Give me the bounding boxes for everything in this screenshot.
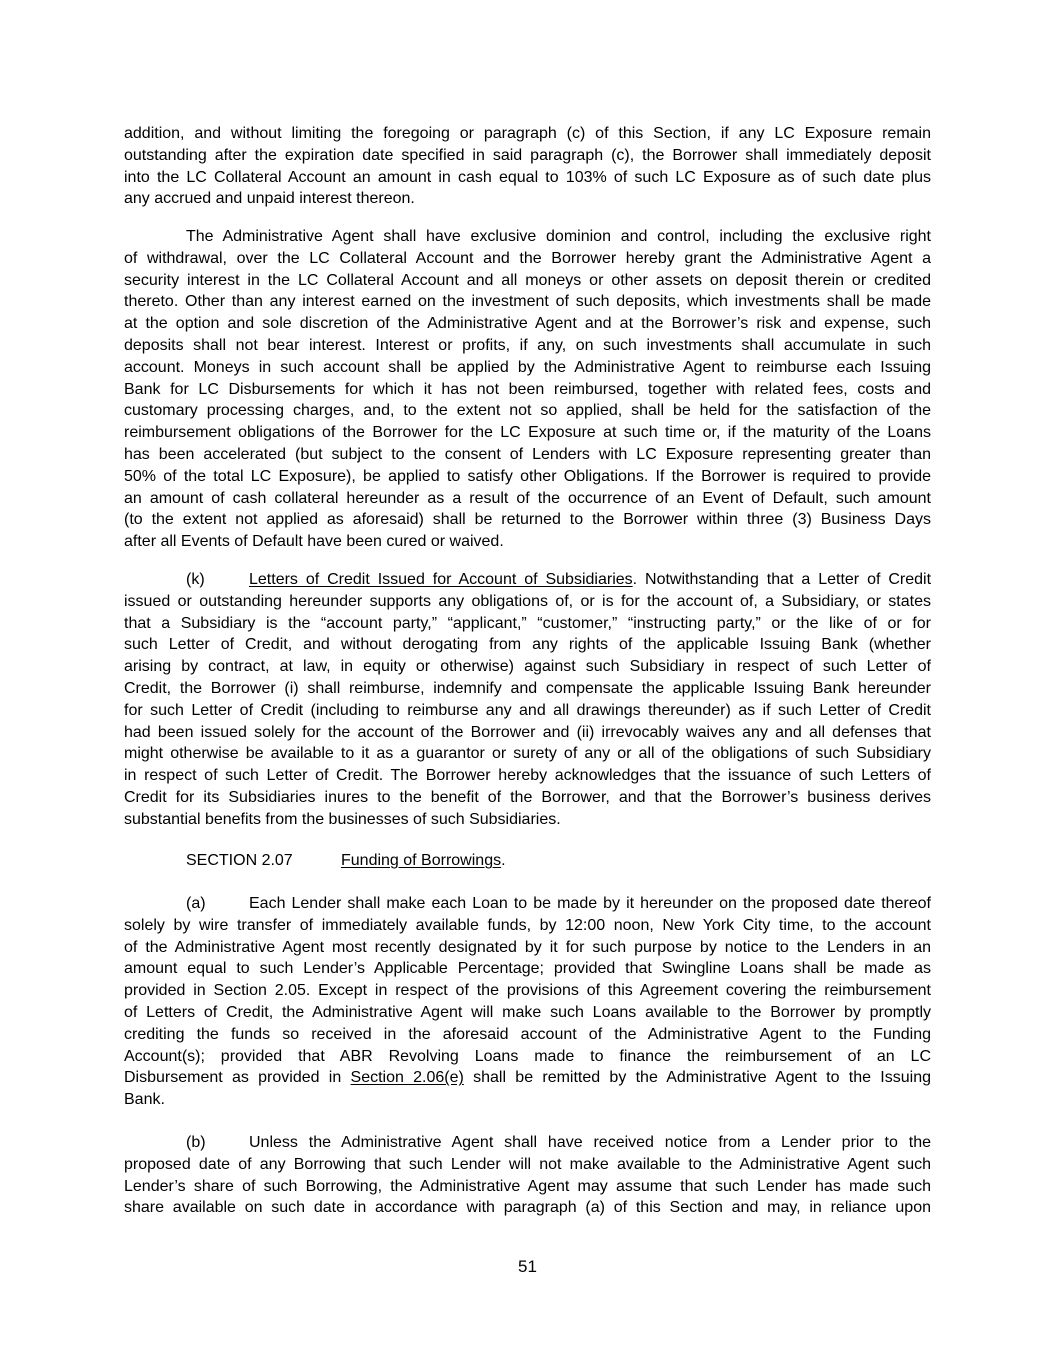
text-segment: Disbursement as provided in — [124, 1069, 351, 1087]
text-line-rest: Unless the Administrative Agent shall have received notice from a Lender prior to the — [249, 1134, 931, 1151]
text-line: Bank. — [124, 1091, 165, 1109]
text-line: had been issued solely for the account of the Borrower and (ii) irrevocably waives any and all defenses that — [124, 723, 931, 741]
paragraph-b-assumption — [124, 1132, 931, 1219]
text-line: at the option and sole discretion of the Administrative Agent and at the Borrower’s risk and expense, such — [124, 315, 931, 333]
cross-reference: Section 2.06(e) — [350, 1069, 464, 1087]
text-line: 50% of the total LC Exposure), be applied to satisfy other Obligations. If the Borrower is required to provide — [124, 467, 931, 485]
text-line: provided in Section 2.05. Except in respect of the provisions of this Agreement covering the reimbursement — [124, 982, 931, 1000]
text-line: (to the extent not applied as aforesaid) shall be returned to the Borrower within three (3) Business Days — [124, 511, 931, 529]
text-line: reimbursement obligations of the Borrower for the LC Exposure at such time or, if the maturity of the Loans — [124, 424, 931, 442]
paragraph-k-letters-of-credit — [124, 569, 931, 831]
text-line: of Letters of Credit, the Administrative Agent will make such Loans available to the Borrower by promptly — [124, 1003, 931, 1021]
text-line: amount equal to such Lender’s Applicable Percentage; provided that Swingline Loans shall be made as — [124, 960, 931, 978]
text-line — [124, 1067, 931, 1089]
text-line: customary processing charges, and, to the extent not so applied, shall be held for the satisfaction of the — [124, 402, 931, 420]
text-line: substantial benefits from the businesses of such Subsidiaries. — [124, 810, 561, 828]
text-line: an amount of cash collateral hereunder as a result of the occurrence of an Event of Default, such amount — [124, 489, 931, 507]
text-line — [124, 893, 931, 915]
text-segment: shall be remitted by the Administrative Agent to the Issuing — [463, 1069, 931, 1087]
paragraph-collateral-account — [124, 226, 931, 553]
text-line: account. Moneys in such account shall be applied by the Administrative Agent to reimburse each Issuing — [124, 358, 931, 376]
text-line-rest: Each Lender shall make each Loan to be made by it hereunder on the proposed date thereof — [249, 895, 931, 912]
text-line: Lender’s share of such Borrowing, the Administrative Agent may assume that such Lender has made such — [124, 1177, 931, 1195]
text-line: issued or outstanding hereunder supports any obligations of, or is for the account of, a Subsidiary, or states — [124, 592, 931, 610]
paragraph-continuation — [124, 123, 931, 210]
text-line: Credit for its Subsidiaries inures to the benefit of the Borrower, and that the Borrower’s business derives — [124, 788, 931, 806]
text-line: such Letter of Credit, and without derogating from any rights of the applicable Issuing Bank (whether — [124, 636, 931, 654]
text-line: Bank for LC Disbursements for which it has not been reimbursed, together with related fees, costs and — [124, 380, 931, 398]
text-line: proposed date of any Borrowing that such Lender will not make available to the Administrative Agent such — [124, 1155, 931, 1173]
section-heading — [124, 850, 931, 872]
text-line: deposits shall not bear interest. Interest or profits, if any, on such investments shall accumulate in such — [124, 336, 931, 354]
text-line: solely by wire transfer of immediately available funds, by 12:00 noon, New York City time, to the account — [124, 916, 931, 934]
text-line: after all Events of Default have been cured or waived. — [124, 533, 504, 551]
text-line — [124, 1132, 931, 1154]
text-line-rest — [249, 569, 931, 591]
text-line: into the LC Collateral Account an amount in cash equal to 103% of such LC Exposure as of such date plus — [124, 168, 931, 186]
text-line: Credit, the Borrower (i) shall reimburse, indemnify and compensate the applicable Issuing Bank hereunder — [124, 679, 931, 697]
clause-label: (b) — [186, 1134, 206, 1151]
text-line: that a Subsidiary is the “account party,” “applicant,” “customer,” “instructing party,” or the like of or for — [124, 614, 931, 632]
clause-label: (k) — [186, 571, 205, 588]
section-title: Funding of Borrowings — [341, 852, 502, 869]
text-line — [124, 569, 931, 591]
text-line: outstanding after the expiration date specified in said paragraph (c), the Borrower shall immediately deposit — [124, 146, 931, 164]
text-line: crediting the funds so received in the aforesaid account of the Administrative Agent to the Funding — [124, 1025, 931, 1043]
clause-label: (a) — [186, 895, 206, 912]
text-line: addition, and without limiting the foregoing or paragraph (c) of this Section, if any LC Exposure remain — [124, 125, 931, 142]
text-line: The Administrative Agent shall have exclusive dominion and control, including the exclusive right — [186, 228, 931, 245]
text-line: arising by contract, at law, in equity or otherwise) against such Subsidiary in respect of such Letter of — [124, 658, 931, 676]
section-title-wrap — [341, 850, 506, 872]
text-line: share available on such date in accordance with paragraph (a) of this Section and may, in reliance upon — [124, 1199, 931, 1217]
text-line: for such Letter of Credit (including to reimburse any and all drawings thereunder) as if such Letter of Credit — [124, 701, 931, 719]
paragraph-a-funding — [124, 893, 931, 1111]
text-segment: . Notwithstanding that a Letter of Credit — [632, 571, 932, 588]
section-number: SECTION 2.07 — [186, 852, 293, 869]
text-line: of the Administrative Agent most recently designated by it for such purpose by notice to the Lenders in an — [124, 938, 931, 956]
text-line: thereto. Other than any interest earned on the investment of such deposits, which investments shall be made — [124, 293, 931, 311]
page-number: 51 — [518, 1257, 537, 1276]
section-title-period: . — [501, 852, 506, 869]
text-line: any accrued and unpaid interest thereon. — [124, 190, 415, 208]
text-line: Account(s); provided that ABR Revolving Loans made to finance the reimbursement of an LC — [124, 1047, 931, 1065]
text-line: security interest in the LC Collateral Account and all moneys or other assets on deposit therein or credited — [124, 271, 931, 289]
text-line: in respect of such Letter of Credit. The Borrower hereby acknowledges that the issuance of such Letters of — [124, 767, 931, 785]
clause-heading: Letters of Credit Issued for Account of Subsidiaries — [249, 571, 633, 588]
text-line: of withdrawal, over the LC Collateral Account and the Borrower hereby grant the Administrative Agent a — [124, 249, 931, 267]
text-line: might otherwise be available to it as a guarantor or surety of any or all of the obligations of such Subsidiary — [124, 745, 931, 763]
text-line: has been accelerated (but subject to the consent of Lenders with LC Exposure representing greater than — [124, 445, 931, 463]
section-heading-line — [124, 850, 931, 872]
